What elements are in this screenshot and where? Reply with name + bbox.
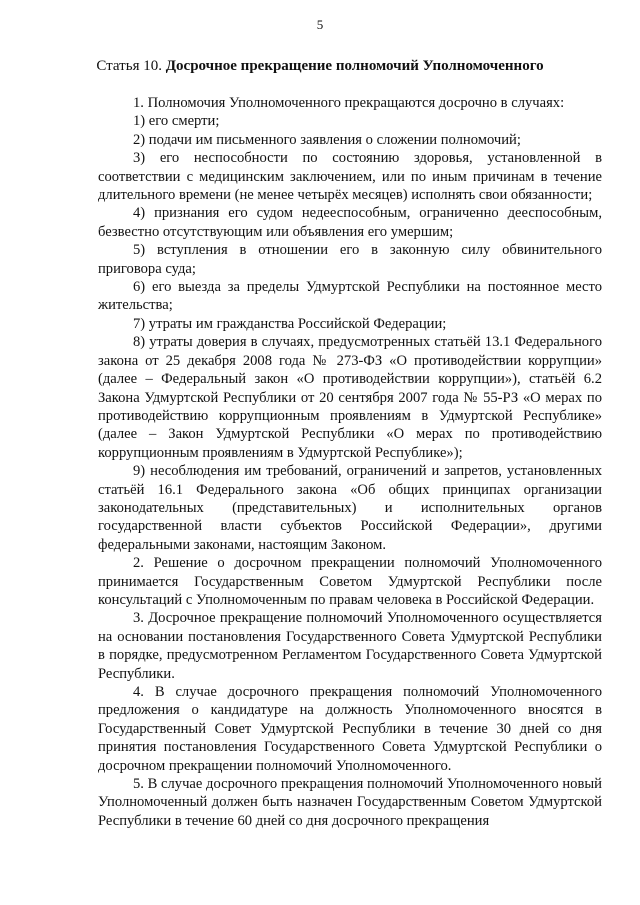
paragraph-3: 3. Досрочное прекращение полномочий Уполномоченного осуществляется на основании постановления Государственного Совета Удмуртской Республики в порядке, предусмотренном Регламентом Государственного Совета Удмуртской Республики. [98,610,602,682]
list-item-4: 4) признания его судом недееспособным, ограниченно дееспособным, безвестно отсутствующим или объявления его умершим; [98,205,602,240]
paragraph-1: 1. Полномочия Уполномоченного прекращаются досрочно в случаях: [133,95,565,111]
list-item-9: 9) несоблюдения им требований, ограничений и запретов, установленных статьёй 16.1 Федерального закона «Об общих принципах организации законодательных (представительных) и исполнительных органов государственной власти субъектов Российской Федерации», другими федеральными законами, настоящим Законом. [98,463,602,553]
page-number: 5 [316,17,324,32]
list-item-8: 8) утраты доверия в случаях, предусмотренных статьёй 13.1 Федерального закона от 25 декабря 2008 года № 273-ФЗ «О противодействии коррупции» (далее – Федеральный закон «О противодействии коррупции»), статьёй 6.2 Закона Удмуртской Республики от 20 сентября 2007 года № 55-РЗ «О мерах по противодействию коррупционным проявлениям в Удмуртской Республике» (далее – Закон Удмуртской Республики «О мерах по противодействию коррупционным проявлениям в Удмуртской Республике»); [98,334,602,461]
paragraph-5: 5. В случае досрочного прекращения полномочий Уполномоченного новый Уполномоченный должен быть назначен Государственным Советом Удмуртской Республики в течение 60 дней со дня досрочного прекращения [98,776,602,829]
article-number: Статья 10. [96,58,162,74]
list-item-2: 2) подачи им письменного заявления о сложении полномочий; [133,131,521,148]
article-body [98,94,602,830]
list-item-7: 7) утраты им гражданства Российской Федерации; [133,315,447,332]
article-heading [0,57,640,75]
article-title: Досрочное прекращение полномочий Уполномоченного [165,58,544,74]
paragraph-4: 4. В случае досрочного прекращения полномочий Уполномоченного предложения о кандидатуре на должность Уполномоченного вносятся в Государственный Совет Удмуртской Республики в течение 30 дней со дня принятия постановления Государственного Совета Удмуртской Республики о досрочном прекращении полномочий Уполномоченного. [98,684,602,774]
list-item-1: 1) его смерти; [133,113,220,130]
list-item-6: 6) его выезда за пределы Удмуртской Республики на постоянное место жительства; [98,279,602,314]
list-item-5: 5) вступления в отношении его в законную силу обвинительного приговора суда; [98,242,602,277]
list-item-3: 3) его неспособности по состоянию здоровья, установленной в соответствии с медицинским заключением, или по иным причинам в течение длительного времени (не менее четырёх месяцев) исполнять свои обязанности; [98,150,602,204]
paragraph-2: 2. Решение о досрочном прекращении полномочий Уполномоченного принимается Государственным Советом Удмуртской Республики после консультаций с Уполномоченным по правам человека в Российской Федерации. [98,555,602,608]
